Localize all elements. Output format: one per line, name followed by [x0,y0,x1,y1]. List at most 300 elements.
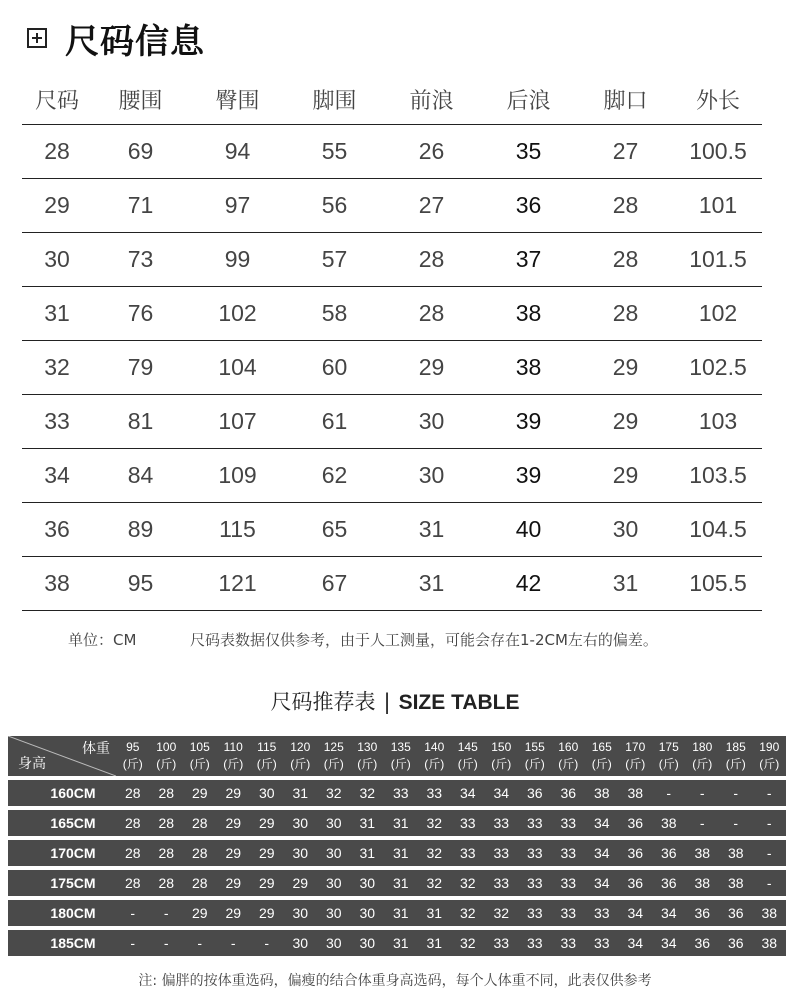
table-cell: 30 [359,905,376,921]
weight-value: 140 [424,740,445,754]
weight-column-header [150,736,184,776]
weight-unit: (斤) [558,757,579,771]
weight-value: 130 [357,740,378,754]
table-cell: 40 [515,516,542,542]
table-cell: 36 [627,815,644,831]
table-cell: 30 [325,815,342,831]
table-cell: 34 [660,905,677,921]
table-cell: 36 [515,192,542,218]
table-cell: 29 [612,462,639,488]
table-cell: 65 [321,516,348,542]
table-cell: 38 [44,570,70,596]
table-cell: 71 [127,192,154,218]
table-cell: 34 [493,785,510,801]
table-cell: 32 [459,875,476,891]
table-cell: 61 [321,408,348,434]
table-row [22,233,762,287]
table-row [8,840,786,866]
table-cell: 33 [526,905,543,921]
weight-column-header [518,736,552,776]
table-cell: 95 [127,570,154,596]
table-cell: 60 [321,354,348,380]
height-label-cell: 175CM [50,875,96,891]
page-title: 尺码信息 [65,21,205,62]
table-cell: 29 [225,845,242,861]
weight-column-header [116,736,150,776]
weight-value: 150 [491,740,512,754]
table-cell: 28 [158,875,175,891]
table-cell: 34 [44,462,70,488]
weight-unit: (斤) [658,757,679,771]
table-cell: 34 [627,905,644,921]
table-cell: 33 [560,875,577,891]
column-header: 脚围 [312,89,357,114]
table-cell: - [766,785,772,801]
table-cell: 32 [325,785,342,801]
table-cell: 105.5 [689,570,747,596]
table-cell: 76 [127,300,154,326]
table-row [8,780,786,806]
table-cell: 89 [127,516,154,542]
table-cell: 33 [44,408,70,434]
table-cell: - [666,785,672,801]
table-cell: 28 [158,815,175,831]
table-cell: 30 [325,875,342,891]
table-cell: 31 [418,516,445,542]
table-cell: 32 [459,935,476,951]
weight-unit: (斤) [424,757,445,771]
table-cell: 30 [418,462,445,488]
table-cell: - [766,845,772,861]
table-cell: 36 [694,905,711,921]
table-cell: 38 [515,354,542,380]
weight-column-header [552,736,586,776]
table-cell: 36 [627,875,644,891]
table-cell: 31 [392,845,409,861]
table-cell: 33 [560,845,577,861]
weight-value: 95 [126,740,140,754]
table-cell: 102.5 [689,354,747,380]
table-cell: 104.5 [689,516,747,542]
table-cell: 56 [321,192,348,218]
size-table-title-en: SIZE TABLE [398,691,520,714]
table-row [22,125,762,179]
table-cell: 28 [612,300,639,326]
height-label-cell: 185CM [50,935,96,951]
table-cell: 29 [418,354,445,380]
table-cell: 31 [359,815,376,831]
table-row [22,179,762,233]
table-cell: 38 [761,935,778,951]
table-cell: 29 [612,354,639,380]
table-cell: 97 [224,192,251,218]
table-cell: 36 [526,785,543,801]
table-cell: 69 [127,138,154,164]
table-cell: 103 [698,408,738,434]
table-cell: 29 [258,845,275,861]
weight-column-header [451,736,485,776]
height-label-cell: 160CM [50,785,96,801]
table-cell: 38 [515,300,542,326]
table-cell: 30 [292,815,309,831]
title-separator: | [383,690,391,714]
weight-column-header [418,736,452,776]
row-values [116,845,786,861]
table-cell: 94 [224,138,251,164]
table-cell: 57 [321,246,348,272]
table-cell: 36 [660,845,677,861]
table-cell: 102 [698,300,738,326]
table-cell: 38 [694,875,711,891]
height-label: 身高 [18,756,46,772]
table-cell: 29 [44,192,70,218]
weight-column-header [284,736,318,776]
column-header: 外长 [695,89,740,114]
table-cell: - [699,785,705,801]
weight-column-header [351,736,385,776]
weight-column-header [217,736,251,776]
table-cell: 35 [515,138,542,164]
weight-column-header [686,736,720,776]
size-table-body [8,780,786,956]
table-cell: 30 [258,785,275,801]
row-values [116,785,786,801]
table-cell: 30 [292,845,309,861]
table-cell: 30 [418,408,445,434]
weight-unit: (斤) [223,757,244,771]
table-cell: 31 [292,785,309,801]
table-cell: 84 [127,462,154,488]
table-cell: 28 [191,845,208,861]
table-cell: 34 [627,935,644,951]
table-cell: 33 [560,905,577,921]
weight-unit: (斤) [357,757,378,771]
table-cell: 32 [426,815,443,831]
table-cell: 115 [219,516,256,542]
weight-value: 145 [457,740,478,754]
weight-unit: (斤) [156,757,177,771]
table-cell: 31 [359,845,376,861]
weight-unit: (斤) [457,757,478,771]
table-cell: 79 [127,354,154,380]
table-cell: - [733,815,739,831]
weight-label: 体重 [82,741,110,757]
table-cell: - [766,815,772,831]
row-values [116,815,786,831]
table-cell: 29 [191,785,208,801]
table-cell: 42 [515,570,542,596]
table-cell: 31 [418,570,445,596]
table-cell: 32 [493,905,510,921]
size-table-title-cn: 尺码推荐表 [270,690,376,714]
weight-value: 135 [390,740,411,754]
table-cell: - [766,875,772,891]
table-cell: 30 [44,246,70,272]
weight-unit: (斤) [725,757,746,771]
weight-column-header [183,736,217,776]
weight-columns [116,736,786,776]
table-cell: 36 [44,516,70,542]
table-cell: 32 [459,905,476,921]
table-cell: 38 [727,875,744,891]
table-cell: 33 [459,815,476,831]
weight-value: 185 [725,740,746,754]
table-cell: 38 [761,905,778,921]
table-cell: - [130,905,136,921]
table-cell: 36 [560,785,577,801]
weight-column-header [619,736,653,776]
table-cell: 32 [426,845,443,861]
weight-unit: (斤) [591,757,612,771]
weight-value: 165 [591,740,612,754]
size-table-header-row [8,736,786,776]
table-cell: 33 [526,815,543,831]
table-cell: 101.5 [689,246,747,272]
column-header: 臀围 [215,89,260,114]
table-cell: 28 [158,845,175,861]
weight-value: 180 [692,740,713,754]
weight-unit: (斤) [692,757,713,771]
column-header: 脚口 [603,89,648,114]
header-corner-cell [8,736,116,776]
table-cell: 101 [698,192,738,218]
weight-column-header [384,736,418,776]
table-row [8,930,786,956]
unit-note: 单位：CM [68,631,137,649]
table-cell: 33 [392,785,409,801]
plus-square-icon [27,28,47,48]
table-cell: 27 [612,138,639,164]
table-cell: 81 [127,408,154,434]
table-cell: 31 [392,875,409,891]
table-cell: 104 [218,354,257,380]
table-cell: 31 [44,300,70,326]
size-info-table [22,75,762,611]
table-cell: 38 [660,815,677,831]
row-values [116,935,786,951]
weight-unit: (斤) [491,757,512,771]
table-cell: 73 [127,246,154,272]
table-cell: 37 [515,246,542,272]
table-cell: 32 [359,785,376,801]
weight-column-header [485,736,519,776]
table-cell: 28 [124,845,141,861]
table-cell: 31 [612,570,639,596]
column-header: 腰围 [118,89,163,114]
table-cell: 26 [418,138,445,164]
table-cell: 99 [224,246,251,272]
measurement-note [68,629,658,650]
weight-column-header [753,736,787,776]
table-cell: 67 [321,570,348,596]
table-cell: 28 [418,300,445,326]
column-header: 前浪 [409,89,454,114]
table-cell: 30 [292,935,309,951]
table-cell: 34 [660,935,677,951]
table-cell: 31 [426,905,443,921]
weight-unit: (斤) [122,757,143,771]
table-cell: 34 [593,815,610,831]
weight-value: 120 [290,740,311,754]
table-cell: - [163,905,169,921]
table-cell: 38 [593,785,610,801]
weight-value: 155 [524,740,545,754]
weight-unit: (斤) [390,757,411,771]
table-cell: 31 [392,905,409,921]
weight-column-header [585,736,619,776]
table-cell: 28 [612,192,639,218]
table-row [22,287,762,341]
table-cell: 29 [225,785,242,801]
table-cell: 29 [612,408,639,434]
table-cell: 30 [325,845,342,861]
table-cell: 33 [593,935,610,951]
size-table-title [0,686,790,716]
reference-note: 尺码表数据仅供参考，由于人工测量，可能会存在1-2CM左右的偏差。 [190,631,658,649]
height-label-cell: 165CM [50,815,96,831]
table-cell: 109 [218,462,257,488]
table-cell: 36 [727,935,744,951]
table-cell: 28 [124,815,141,831]
table-cell: 33 [593,905,610,921]
weight-value: 175 [658,740,679,754]
weight-unit: (斤) [290,757,311,771]
table-row [8,810,786,836]
column-header: 后浪 [506,89,551,114]
table-cell: 28 [124,785,141,801]
footer-note: 注: 偏胖的按体重选码，偏瘦的结合体重身高选码，每个人体重不同，此表仅供参考 [138,973,652,989]
table-cell: 33 [493,875,510,891]
table-cell: 28 [158,785,175,801]
table-cell: 29 [258,905,275,921]
table-cell: 33 [526,845,543,861]
weight-unit: (斤) [759,757,780,771]
table-cell: - [699,815,705,831]
table-cell: 38 [694,845,711,861]
table-cell: 103.5 [689,462,747,488]
table-cell: 32 [426,875,443,891]
weight-value: 160 [558,740,579,754]
table-cell: 28 [612,246,639,272]
table-cell: 33 [493,935,510,951]
table-row [8,900,786,926]
table-cell: 29 [225,875,242,891]
table-cell: 39 [515,462,542,488]
table-cell: 29 [225,815,242,831]
row-values [116,875,786,891]
table-cell: 38 [627,785,644,801]
table-cell: 30 [325,935,342,951]
weight-value: 190 [759,740,780,754]
weight-unit: (斤) [189,757,210,771]
table-cell: 36 [727,905,744,921]
height-label-cell: 170CM [50,845,96,861]
weight-value: 105 [189,740,210,754]
table-row [22,557,762,611]
table-cell: 107 [218,408,257,434]
table-cell: 27 [418,192,445,218]
table-cell: - [163,935,169,951]
table-cell: 29 [292,875,309,891]
table-cell: 28 [191,815,208,831]
weight-unit: (斤) [256,757,277,771]
table-row [22,503,762,557]
table-cell: 39 [515,408,542,434]
table-cell: 30 [325,905,342,921]
row-values [116,905,786,921]
table-cell: 31 [392,815,409,831]
table-cell: 34 [593,875,610,891]
section-header [27,18,205,62]
table-cell: 29 [225,905,242,921]
weight-value: 170 [625,740,646,754]
table-cell: 30 [292,905,309,921]
weight-unit: (斤) [524,757,545,771]
table-cell: 36 [694,935,711,951]
table-row [22,395,762,449]
table-cell: 62 [321,462,348,488]
column-header: 尺码 [34,89,79,114]
table-cell: 100.5 [689,138,747,164]
table-cell: 28 [191,875,208,891]
table-cell: 121 [218,570,257,596]
table-cell: 31 [392,935,409,951]
table-row [22,341,762,395]
weight-column-header [719,736,753,776]
table-cell: 36 [660,875,677,891]
size-info-header-row [22,75,762,125]
height-label-cell: 180CM [50,905,96,921]
table-cell: 38 [727,845,744,861]
table-cell: 34 [593,845,610,861]
table-row [22,449,762,503]
table-cell: 29 [258,875,275,891]
table-cell: 29 [258,815,275,831]
table-cell: 33 [459,845,476,861]
table-cell: - [130,935,136,951]
table-cell: 33 [526,875,543,891]
size-recommendation-table [8,736,786,956]
table-cell: 33 [526,935,543,951]
table-cell: 31 [426,935,443,951]
table-cell: 55 [321,138,348,164]
table-cell: 102 [218,300,257,326]
table-cell: 28 [418,246,445,272]
table-cell: 30 [359,875,376,891]
weight-unit: (斤) [323,757,344,771]
table-cell: 28 [44,138,70,164]
table-row [8,870,786,896]
table-cell: - [733,785,739,801]
weight-unit: (斤) [625,757,646,771]
table-cell: 33 [560,935,577,951]
weight-value: 110 [223,740,243,754]
weight-value: 115 [257,740,277,754]
table-cell: 33 [493,815,510,831]
table-cell: 33 [426,785,443,801]
weight-column-header [317,736,351,776]
table-cell: 36 [627,845,644,861]
table-cell: - [230,935,236,951]
table-cell: 34 [459,785,476,801]
weight-value: 125 [323,740,344,754]
table-cell: 33 [493,845,510,861]
table-cell: - [197,935,203,951]
table-cell: 33 [560,815,577,831]
table-cell: 58 [321,300,348,326]
table-cell: - [264,935,270,951]
table-cell: 32 [44,354,70,380]
